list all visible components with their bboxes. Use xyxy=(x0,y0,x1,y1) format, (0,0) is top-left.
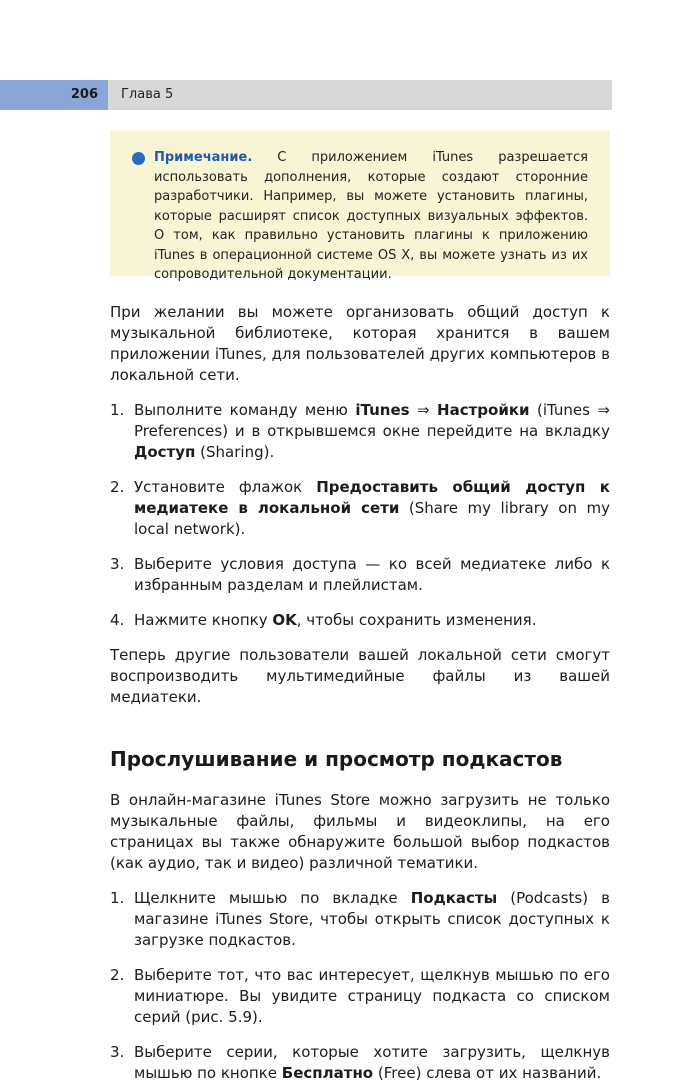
list-text: ⇒ xyxy=(409,401,438,419)
list-text: (Share my library on my local network). xyxy=(134,499,611,538)
page-header xyxy=(0,80,612,110)
list-number: 3. xyxy=(110,1043,125,1061)
list-number: 2. xyxy=(110,478,125,496)
checkbox-share-library: Предоставить общий доступ к медиатеке в локальной сети xyxy=(134,478,610,517)
tab-sharing: Доступ xyxy=(134,443,196,461)
ok-button-label: OK xyxy=(272,611,297,629)
podcast-steps xyxy=(110,888,610,1084)
note-bullet-icon xyxy=(132,152,145,165)
list-text: Установите флажок xyxy=(134,478,317,496)
list-text: (iTunes ⇒ Preferences) и в открывшемся окне перейдите на вкладку xyxy=(134,401,610,440)
list-item xyxy=(110,554,610,596)
menu-itunes: iTunes xyxy=(355,401,410,419)
list-text: Выполните команду меню xyxy=(134,401,356,419)
intro-paragraph: При желании вы можете организовать общий доступ к музыкальной библиотеке, которая хранится в вашем приложении iTunes, для пользователей других компьютеров в локальной сети. xyxy=(110,303,610,384)
list-item xyxy=(110,610,610,631)
chapter-title: Глава 5 xyxy=(121,87,174,102)
list-text: (Sharing). xyxy=(195,443,275,461)
sharing-steps xyxy=(110,400,610,631)
free-button-label: Бесплатно xyxy=(281,1064,374,1082)
list-number: 3. xyxy=(110,555,125,573)
list-number: 1. xyxy=(110,401,125,419)
list-item xyxy=(110,400,610,463)
main-content xyxy=(110,302,610,1084)
list-item xyxy=(110,1042,610,1084)
tab-podcasts: Подкасты xyxy=(410,889,498,907)
after-list-paragraph: Теперь другие пользователи вашей локальной сети смогут воспроизводить мультимедийные файлы из вашей медиатеки. xyxy=(110,646,610,706)
list-text: (Podcasts) в магазине iTunes Store, чтобы открыть список доступных к загрузке подкастов. xyxy=(134,889,610,949)
note-text: С приложением iTunes разрешается использовать дополнения, которые создают сторонние разработчики. Например, вы можете установить плагины, которые расширят список доступных визуальных эффектов. О том, как правильно установить плагины к приложению iTunes в операционной системе OS X, вы можете узнать из их сопроводительной документации. xyxy=(154,150,588,282)
section-title: Прослушивание и просмотр подкастов xyxy=(110,747,563,771)
page-number: 206 xyxy=(0,80,108,110)
list-text: Нажмите кнопку xyxy=(134,611,273,629)
menu-settings: Настройки xyxy=(437,401,530,419)
list-item xyxy=(110,477,610,540)
list-text: Выберите условия доступа — ко всей медиатеке либо к избранным разделам и плейлистам. xyxy=(134,555,610,594)
list-number: 4. xyxy=(110,611,125,629)
note-label: Примечание. xyxy=(154,150,253,165)
list-item xyxy=(110,888,610,951)
list-text: Выберите серии, которые хотите загрузить, щелкнув мышью по кнопке xyxy=(134,1043,610,1082)
list-text: , чтобы сохранить изменения. xyxy=(296,611,537,629)
list-text: (Free) слева от их названий. xyxy=(373,1064,602,1082)
list-text: Выберите тот, что вас интересует, щелкнув мышью по его миниатюре. Вы увидите страницу подкаста со списком серий (рис. 5.9). xyxy=(134,966,610,1026)
list-number: 1. xyxy=(110,889,125,907)
note-box xyxy=(110,130,610,282)
section-intro: В онлайн-магазине iTunes Store можно загрузить не только музыкальные файлы, фильмы и видеоклипы, на его страницах вы также обнаружите большой выбор подкастов (как аудио, так и видео) различной тематики. xyxy=(110,791,610,872)
list-item xyxy=(110,965,610,1028)
list-number: 2. xyxy=(110,966,125,984)
list-text: Щелкните мышью по вкладке xyxy=(134,889,411,907)
